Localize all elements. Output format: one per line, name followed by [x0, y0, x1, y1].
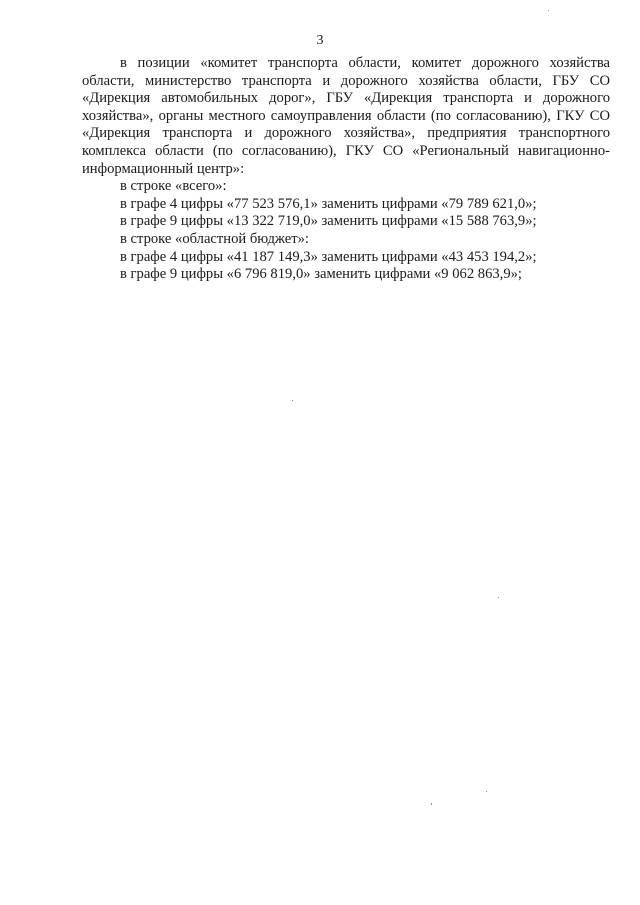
row-total-heading: в строке «всего»:: [120, 178, 227, 195]
scan-speck: [498, 597, 499, 598]
page-number: 3: [316, 33, 324, 48]
row-total-column-9: в графе 9 цифры «13 322 719,0» заменить цифрами «15 588 763,9»;: [120, 213, 537, 230]
row-regional-budget-column-4: в графе 4 цифры «41 187 149,3» заменить цифрами «43 453 194,2»;: [120, 248, 537, 265]
position-paragraph: в позиции «комитет транспорта области, комитет дорожного хозяйства области, министерство транспорта и дорожного хозяйства области, ГБУ СО «Дирекция автомобильных дорог», ГБУ «Дирекция транспорта и дорожного хозяйства», органы местного самоуправления области (по согласованию), ГКУ СО «Дирекция транспорта и дорожного хозяйства», предприятия транспортного комплекса области (по согласованию), ГКУ СО «Региональный навигационно-информационный центр»:: [82, 55, 610, 177]
scan-speck: [431, 803, 432, 805]
scan-speck: [486, 791, 487, 792]
scan-speck: [548, 10, 549, 11]
document-body: [82, 55, 610, 284]
row-total-column-4: в графе 4 цифры «77 523 576,1» заменить цифрами «79 789 621,0»;: [120, 195, 537, 212]
row-regional-budget-heading: в строке «областной бюджет»:: [120, 230, 309, 247]
scan-speck: [292, 400, 293, 401]
row-regional-budget-column-9: в графе 9 цифры «6 796 819,0» заменить цифрами «9 062 863,9»;: [120, 266, 522, 283]
